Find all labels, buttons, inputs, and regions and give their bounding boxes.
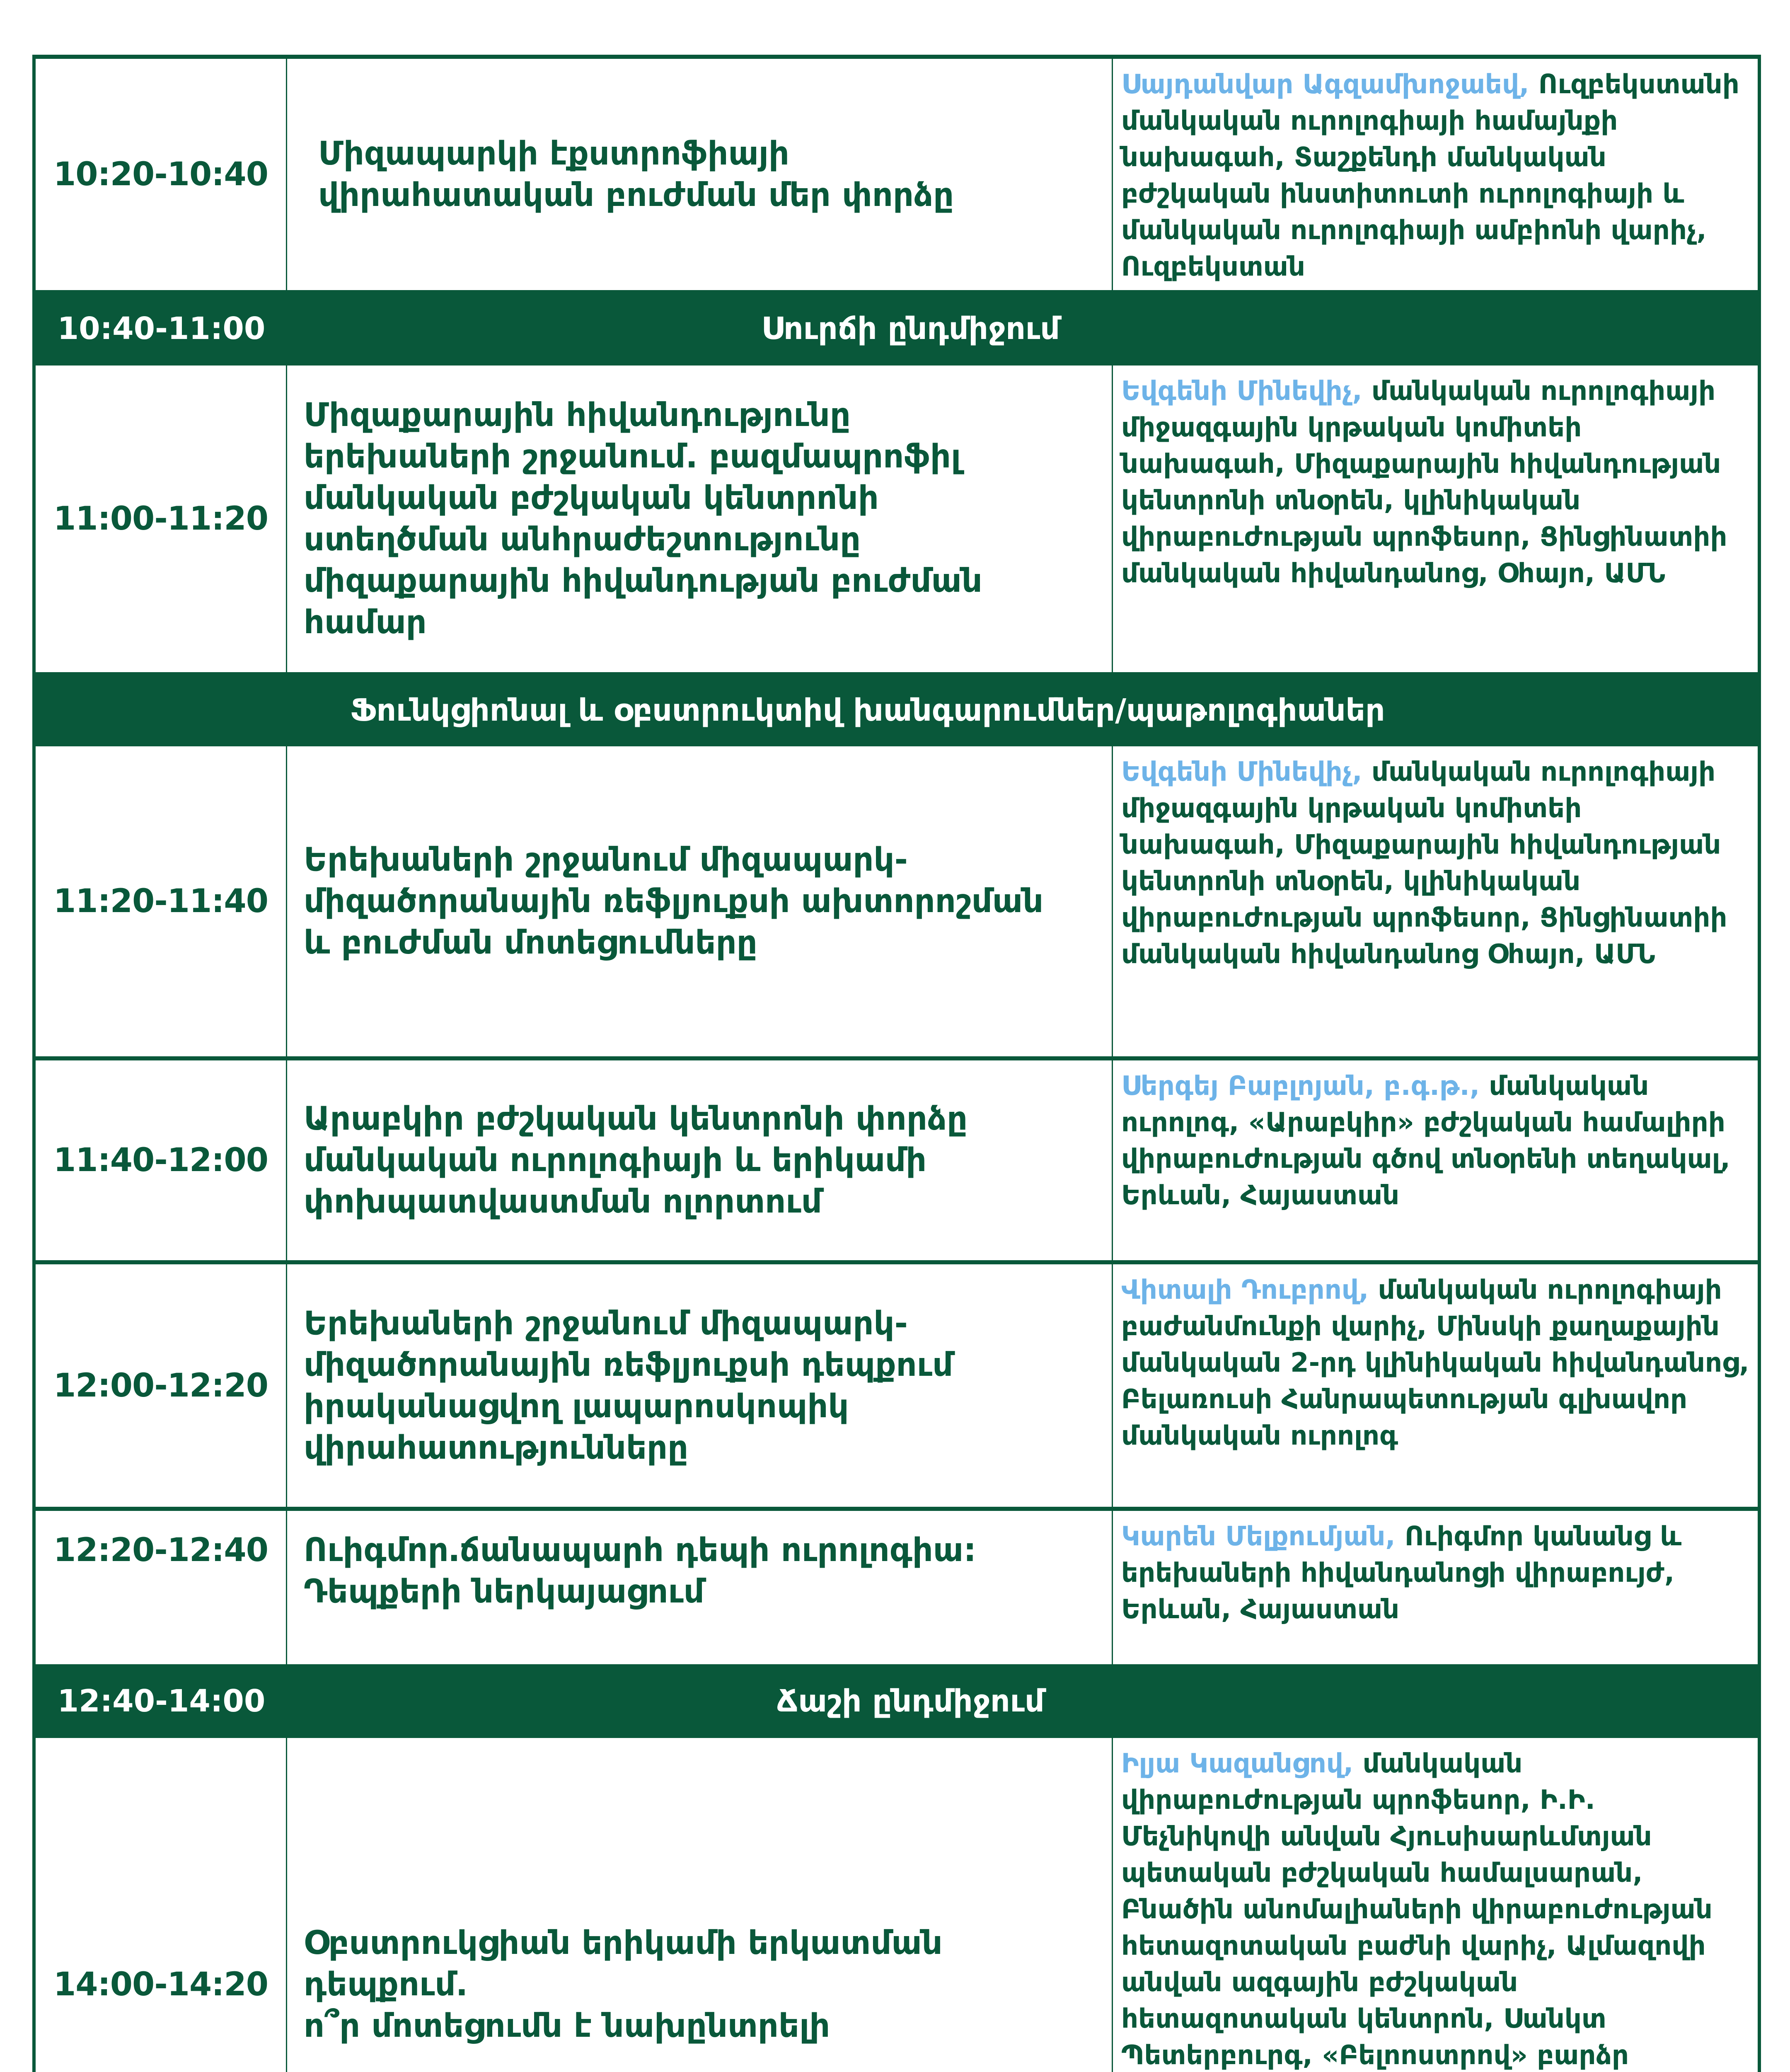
title-line: իրականացվող լապարոսկոպիկ: [304, 1387, 849, 1425]
session-title: [287, 1738, 1113, 2072]
speaker-name: Սայդանվար Ագզամխոջաեվ,: [1121, 69, 1529, 100]
title-line: միզաքարային հիվանդության բուժման: [304, 562, 982, 600]
title-line: և բուժման մոտեցումները: [304, 924, 757, 961]
title-line: միզածորանային ռեֆլյուքսի ախտորոշման: [304, 883, 1044, 920]
title-line: ո՞ր մոտեցումն է նախընտրելի: [304, 2007, 830, 2045]
session-row: [36, 1738, 1758, 2072]
session-title: [287, 1511, 1113, 1664]
section-header-row: [36, 674, 1758, 746]
session-time: 11:40-12:00: [36, 1060, 287, 1260]
title-line: Միզաքարային հիվանդությունը: [304, 397, 851, 434]
title-line: Դեպքերի ներկայացում: [304, 1573, 704, 1610]
section-title: Ֆունկցիոնալ և օբստրուկտիվ խանգարումներ/պաթոլոգիաներ: [350, 692, 1385, 728]
speaker-name: Եվգենի Մինեվիչ,: [1121, 376, 1362, 407]
session-time: 11:00-11:20: [36, 366, 287, 672]
title-line: ստեղծման անհրաժեշտությունը: [304, 521, 861, 558]
break-label: Ճաշի ընդմիջում: [776, 1683, 1045, 1719]
speaker-name: Վիտալի Դուբրով,: [1121, 1275, 1369, 1305]
session-speaker: [1113, 366, 1758, 672]
title-line: մանկական ուրոլոգիայի և երիկամի: [304, 1142, 927, 1179]
speaker-details: մանկական ուրոլոգիայի միջազգային կրթական կոմիտեի նախագահ, Միզաքարային հիվանդության կենտրոնի տնօրեն, կլինիկական վիրաբուժության պրոֆեսոր, Ցինցինատիի մանկական հիվանդանոց Օհայո, ԱՄՆ: [1121, 757, 1727, 970]
session-row: [36, 1264, 1758, 1511]
speaker-details: Ուզբեկստանի մանկական ուրոլոգիայի համայնքի նախագահ, Տաշքենդի մանկական բժշկական ինստիտուտի ուրոլոգիայի և մանկական ուրոլոգիայի ամբիոնի վարիչ, Ուզբեկստան: [1121, 69, 1739, 282]
title-line: մանկական բժշկական կենտրոնի: [304, 479, 879, 517]
session-speaker: [1113, 1264, 1758, 1507]
speaker-details: մանկական ուրոլոգ, «Արաբկիր» բժշկական համալիրի վիրաբուժության գծով տնօրենի տեղակալ, Երևան, Հայաստան: [1121, 1071, 1730, 1211]
lunch-break-row: [36, 1664, 1758, 1738]
title-line: Երեխաների շրջանում միզապարկ-: [304, 841, 908, 879]
title-line: դեպքում.: [304, 1966, 468, 2003]
session-title: [287, 1264, 1113, 1507]
speaker-name: Սերգեյ Բաբլոյան, բ.գ.թ.,: [1121, 1071, 1480, 1101]
break-label: Սուրճի ընդմիջում: [761, 311, 1060, 346]
title-line: վիրահատական բուժման մեր փորձը: [318, 177, 954, 214]
coffee-break-row: [36, 292, 1758, 366]
title-line: Ուիգմոր․ճանապարհ դեպի ուրոլոգիա:: [304, 1532, 977, 1569]
break-time: 10:40-11:00: [57, 311, 266, 346]
session-time: 12:20-12:40: [36, 1511, 287, 1664]
title-line: համար: [304, 604, 427, 641]
speaker-details: Ուիգմոր կանանց և երեխաների հիվանդանոցի վիրաբույժ, Երևան, Հայաստան: [1121, 1521, 1682, 1625]
title-line: երեխաների շրջանում. բազմապրոֆիլ: [304, 438, 961, 475]
title-line: Երեխաների շրջանում միզապարկ-: [304, 1305, 908, 1342]
speaker-details: մանկական ուրոլոգիայի միջազգային կրթական կոմիտեի նախագահ, Միզաքարային հիվանդության կենտրոնի տնօրեն, կլինիկական վիրաբուժության պրոֆեսոր, Ցինցինատիի մանկական հիվանդանոց, Օհայո, ԱՄՆ: [1121, 376, 1727, 589]
speaker-name: Եվգենի Մինեվիչ,: [1121, 757, 1362, 787]
session-row: [36, 59, 1758, 292]
session-title: [287, 746, 1113, 1056]
title-line: միզածորանային ռեֆլյուքսի դեպքում: [304, 1346, 953, 1384]
session-title: [287, 1060, 1113, 1260]
title-line: վիրահատությունները: [304, 1429, 689, 1467]
session-speaker: [1113, 746, 1758, 1056]
session-speaker: [1113, 59, 1758, 290]
session-row: [36, 1060, 1758, 1264]
schedule-table: [32, 55, 1761, 2072]
session-speaker: [1113, 1511, 1758, 1664]
session-title: [287, 366, 1113, 672]
session-time: 11:20-11:40: [36, 746, 287, 1056]
speaker-name: Իլյա Կազանցով,: [1121, 1748, 1354, 1779]
session-speaker: [1113, 1738, 1758, 2072]
break-time: 12:40-14:00: [57, 1683, 266, 1719]
session-row: [36, 746, 1758, 1060]
title-line: Արաբկիր բժշկական կենտրոնի փորձը: [304, 1100, 968, 1138]
title-line: Միզապարկի էքստրոֆիայի: [318, 135, 790, 172]
session-row: [36, 366, 1758, 674]
session-time: 12:00-12:20: [36, 1264, 287, 1507]
title-line: փոխպատվաստման ոլորտում: [304, 1183, 822, 1220]
session-speaker: [1113, 1060, 1758, 1260]
session-title: [287, 59, 1113, 290]
session-time: 10:20-10:40: [36, 59, 287, 290]
session-row: [36, 1511, 1758, 1664]
speaker-name: Կարեն Մելքումյան,: [1121, 1521, 1396, 1552]
title-line: Օբստրուկցիան երիկամի երկատման: [304, 1924, 943, 1962]
session-time: 14:00-14:20: [36, 1738, 287, 2072]
speaker-details: մանկական ուրոլոգիայի բաժանմունքի վարիչ, Մինսկի քաղաքային մանկական 2-րդ կլինիկական հիվանդանոց, Բելառուսի Հանրապետության գլխավոր մանկական ուրոլոգ: [1121, 1275, 1749, 1451]
speaker-details: մանկական վիրաբուժության պրոֆեսոր, Ի.Ի. Մեչնիկովի անվան Հյուսիսարևմտյան պետական բժշկական համալսարան, Բնածին անոմալիաների վիրաբուժության հետազոտական բաժնի վարիչ, Ալմազովի անվան ազգային բժշկական հետազոտական կենտրոն, Սանկտ Պետերբուրգ, «Բելոոստրով» բարձր: [1121, 1748, 1713, 2071]
